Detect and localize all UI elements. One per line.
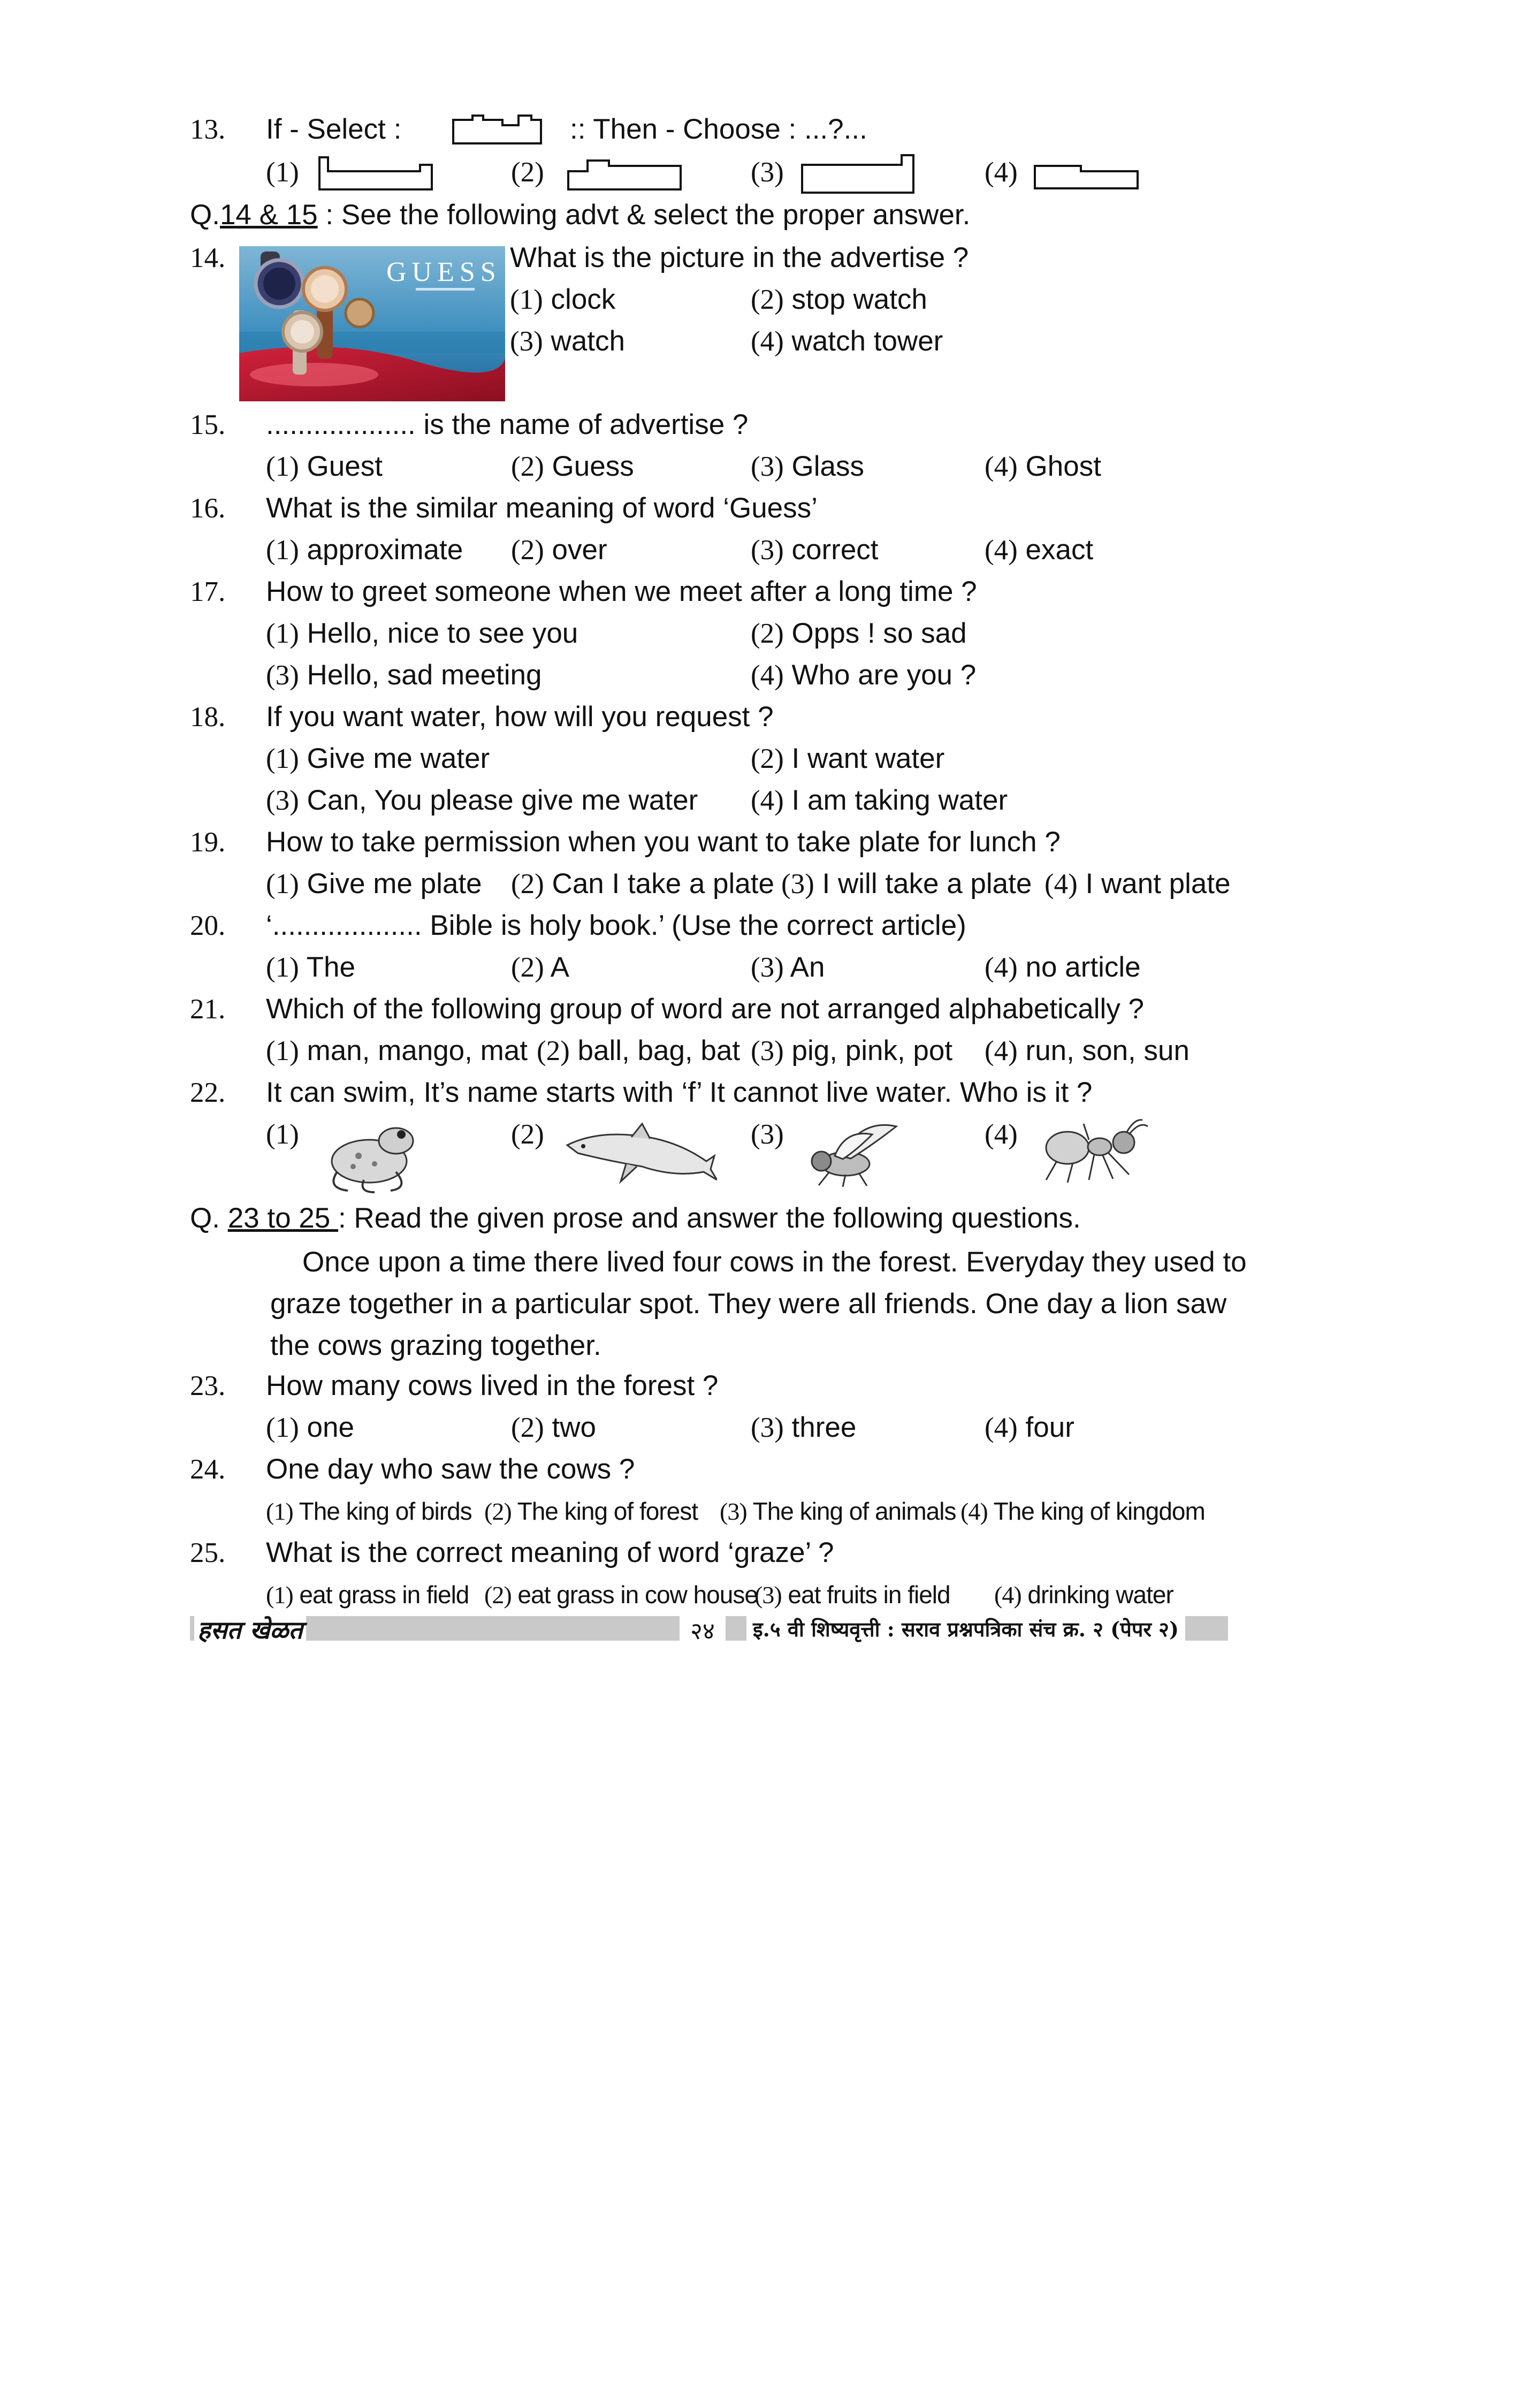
ad-brand-text: GUESS — [386, 257, 501, 287]
footer-title: इ.५ वी शिष्यवृत्ती : सराव प्रश्नपत्रिका संच क्र. २ (पेपर २) — [746, 1615, 1185, 1643]
option-2[interactable]: (2) I want water — [751, 743, 945, 774]
question-number: 22. — [190, 1077, 226, 1108]
option-1[interactable]: (1) Give me water — [266, 743, 490, 774]
option-3[interactable]: (3) Glass — [751, 451, 865, 482]
option-3[interactable]: (3) An — [751, 951, 825, 983]
option-figure-4[interactable] — [1033, 164, 1140, 190]
option-4[interactable]: (4) exact — [985, 534, 1094, 566]
option-3[interactable]: (3) correct — [751, 534, 879, 566]
prose-passage: Once upon a time there lived four cows in the forest. Everyday they used to graze together in a particular spot. They were all friends. One day a lion saw the cows grazing together. — [270, 1246, 1247, 1361]
question-text: How to greet someone when we meet after a long time ? — [266, 576, 977, 607]
question-text: What is the correct meaning of word ‘graze’ ? — [266, 1537, 834, 1568]
option-number: (3) — [751, 1119, 784, 1150]
question-number: 20. — [190, 910, 226, 941]
option-3[interactable]: (3) Hello, sad meeting — [266, 659, 542, 691]
question-text: What is the similar meaning of word ‘Guess’ — [266, 492, 818, 524]
option-2[interactable]: (2) Guess — [511, 451, 634, 482]
option-2[interactable]: (2) Can I take a plate — [511, 868, 774, 900]
option-number: (3) — [751, 157, 784, 188]
option-1[interactable]: (1) Hello, nice to see you — [266, 618, 578, 649]
option-1[interactable]: (1) one — [266, 1412, 354, 1443]
question-number: 21. — [190, 994, 226, 1025]
option-1[interactable]: (1) approximate — [266, 534, 463, 566]
option-number: (1) — [266, 1119, 299, 1150]
question-number: 18. — [190, 702, 226, 733]
question-text: ................... is the name of advertise ? — [266, 409, 749, 440]
option-figure-2[interactable] — [566, 155, 684, 193]
option-number: (2) — [511, 157, 544, 188]
option-3[interactable]: (3) Can, You please give me water — [266, 784, 698, 816]
guess-advertisement-image — [239, 246, 505, 401]
question-number: 15. — [190, 409, 226, 440]
option-number: (4) — [985, 157, 1018, 188]
question-text: What is the picture in the advertise ? — [510, 242, 969, 273]
option-2[interactable]: (2) A — [511, 951, 569, 983]
select-figure — [451, 113, 543, 146]
option-4[interactable]: (4) Who are you ? — [751, 659, 977, 691]
question-number: 19. — [190, 827, 226, 858]
option-4[interactable]: (4) no article — [985, 951, 1141, 983]
option-1[interactable]: (1) The king of birds — [266, 1497, 472, 1525]
option-number: (2) — [511, 1119, 544, 1150]
question-text: One day who saw the cows ? — [266, 1453, 635, 1485]
question-text: :: Then - Choose : ...?... — [570, 113, 867, 145]
option-4[interactable]: (4) run, son, sun — [985, 1035, 1190, 1066]
question-text: ‘................... Bible is holy book.’ (Use the correct article) — [266, 910, 966, 941]
option-1[interactable]: (1) eat grass in field — [266, 1581, 469, 1609]
question-text: Which of the following group of word are not arranged alphabetically ? — [266, 993, 1145, 1025]
ant-icon[interactable] — [1035, 1116, 1153, 1185]
frog-icon[interactable] — [316, 1113, 423, 1193]
question-number: 13. — [190, 114, 226, 145]
option-2[interactable]: (2) eat grass in cow house — [484, 1581, 758, 1609]
option-4[interactable]: (4) I am taking water — [751, 784, 1008, 816]
question-number: 23. — [190, 1370, 226, 1401]
option-3[interactable]: (3) three — [751, 1412, 857, 1443]
footer-brand: हसत खेळत — [194, 1613, 306, 1646]
question-number: 16. — [190, 493, 226, 524]
option-2[interactable]: (2) The king of forest — [484, 1497, 698, 1525]
question-number: 24. — [190, 1454, 226, 1485]
option-2[interactable]: (2) Opps ! so sad — [751, 618, 967, 649]
option-number: (1) — [266, 157, 299, 188]
option-1[interactable]: (1) Guest — [266, 451, 383, 482]
option-4[interactable]: (4) The king of kingdom — [960, 1497, 1205, 1525]
option-figure-1[interactable] — [317, 155, 435, 193]
option-1[interactable]: (1) clock — [510, 284, 616, 315]
option-number: (4) — [985, 1119, 1018, 1150]
page-footer — [190, 1616, 1228, 1645]
option-1[interactable]: (1) man, mango, mat — [266, 1035, 528, 1066]
option-1[interactable]: (1) The — [266, 951, 355, 983]
question-text: If you want water, how will you request ? — [266, 701, 774, 733]
option-figure-3[interactable] — [800, 153, 917, 196]
option-4[interactable]: (4) watch tower — [751, 325, 943, 357]
option-3[interactable]: (3) eat fruits in field — [754, 1581, 950, 1609]
option-2[interactable]: (2) over — [511, 534, 607, 566]
question-text: It can swim, It’s name starts with ‘f’ It cannot live water. Who is it ? — [266, 1077, 1093, 1108]
question-number: 14. — [190, 242, 226, 273]
question-text: If - Select : — [266, 113, 402, 145]
option-2[interactable]: (2) ball, bag, bat — [537, 1035, 741, 1066]
question-number: 25. — [190, 1537, 226, 1568]
option-3[interactable]: (3) The king of animals — [720, 1497, 956, 1525]
dolphin-icon[interactable] — [562, 1118, 717, 1188]
option-2[interactable]: (2) stop watch — [751, 284, 927, 315]
option-1[interactable]: (1) Give me plate — [266, 868, 482, 900]
question-text: How many cows lived in the forest ? — [266, 1370, 719, 1401]
question-text: How to take permission when you want to take plate for lunch ? — [266, 826, 1061, 858]
section-heading: Q. 23 to 25 : Read the given prose and answer the following questions. — [190, 1202, 1081, 1234]
option-3[interactable]: (3) pig, pink, pot — [751, 1035, 953, 1066]
question-number: 17. — [190, 576, 226, 607]
fly-icon[interactable] — [803, 1113, 904, 1188]
section-heading: Q.14 & 15 : See the following advt & select the proper answer. — [190, 199, 971, 231]
option-4[interactable]: (4) drinking water — [994, 1581, 1173, 1609]
option-3[interactable]: (3) I will take a plate — [781, 868, 1032, 900]
option-4[interactable]: (4) Ghost — [985, 451, 1101, 482]
page-number: २४ — [680, 1614, 726, 1646]
option-3[interactable]: (3) watch — [510, 325, 625, 357]
option-2[interactable]: (2) two — [511, 1412, 597, 1443]
option-4[interactable]: (4) four — [985, 1412, 1074, 1443]
option-4[interactable]: (4) I want plate — [1044, 868, 1231, 900]
